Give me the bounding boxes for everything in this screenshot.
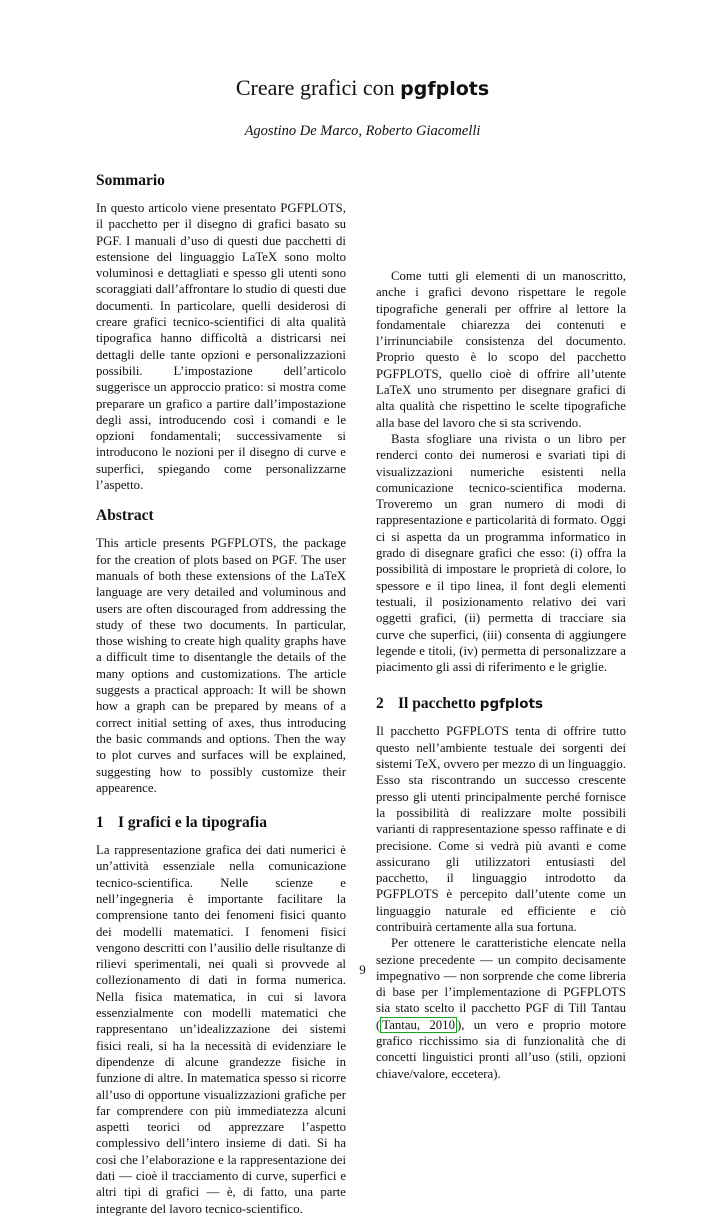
abstract-heading: Abstract bbox=[96, 507, 154, 525]
section-2-number: 2 bbox=[376, 695, 384, 713]
page-number: 9 bbox=[359, 962, 366, 977]
section-1-paragraph-3: Basta sfogliare una rivista o un libro per renderci conto dei numerosi e svariati tipi di visualizzazioni numeriche esistenti nella comunicazione tecnico-scientifica moderna. Troveremo un gran numero di modi di rappresentazione e particolarità di formato. Oggi ci si aspetta da un programma informatico in grado di disegnare grafici che esso: (i) offra la possibilità di impostare le proprietà di colore, lo spessore e il tipo linea, il font degli elementi testuali, il posizionamento relativo dei vari oggetti grafici, (ii) permetta di tracciare sia curve che superfici, (iii) consenta di aggiungere legende e titoli, (iv) permetta di personalizzare a piacimento gli assi di riferimento e le griglie. bbox=[376, 431, 626, 675]
title-text: Creare grafici con bbox=[235, 75, 395, 100]
section-2-p2-before-cite: Per ottenere le caratteristiche elencate nella sezione precedente — un compito decisamente impegnativo — non sorprende che come libreria di base per l’implementazione di PGFPLOTS sia stato scelto il pacchetto PGF di Till Tantau ( bbox=[376, 936, 626, 1032]
section-2-title: Il pacchetto bbox=[398, 695, 476, 713]
left-column bbox=[96, 172, 346, 1216]
right-column bbox=[376, 172, 626, 1082]
abstract-text: This article presents PGFPLOTS, the package for the creation of plots based on PGF. The user manuals of both these extensions of the LaTeX language are very detailed and voluminous and users are often discouraged from addressing the study of these two documents. In particular, those wishing to create high quality graphs have a difficult time to disentangle the details of the many options and customizations. The article suggests a practical approach: It will be shown how a graph can be prepared by means of a correct initial setting of axes, thus introducing the basic commands and options. Then the way to plot curves and surfaces will be explained, suggesting how to possibly customize their appearence. bbox=[96, 536, 346, 795]
section-2-heading bbox=[376, 695, 626, 713]
citation-link-tantau-2010[interactable]: Tantau, 2010 bbox=[382, 1017, 455, 1032]
section-2-paragraph-2 bbox=[376, 935, 626, 1082]
section-1-paragraph-2: Come tutti gli elementi di un manoscritto, anche i grafici devono rispettare le regole tipografiche generali per offrire al lettore la fondamentale chiarezza dei contenuti e l’irrinunciabile consistenza del documento. Proprio questo è lo scopo del pacchetto PGFPLOTS, quello cioè di offrire all’utente LaTeX uno strumento per disegnare grafici di alta qualità che rispettino le scelte tipografiche alla base del lavoro che si sta scrivendo. bbox=[376, 269, 626, 430]
article-title bbox=[0, 75, 725, 101]
section-2-package-name: pgfplots bbox=[479, 696, 544, 713]
sommario-text: In questo articolo viene presentato PGFPLOTS, il pacchetto per il disegno di grafici basato su PGF. I manuali d’uso di questi due pacchetti di estensione del linguaggio LaTeX sono molto voluminosi e dettagliati e spesso gli utenti sono scoraggiati dall’affrontare lo studio di questi due documenti. In particolare, quelli desiderosi di creare grafici tecnico-scientifici di alta qualità tipografica hanno difficoltà a districarsi nei dettagli delle tante opzioni e personalizzazioni possibili. L’impostazione dell’articolo suggerisce un approccio pratico: si mostra come preparare un grafico a partire dall’impostazione degli assi, introducendo così i comandi e le opzioni fondamentali; successivamente si introducono le nozioni per il disegno di curve e superfici, spiegando come personalizzarne l’aspetto. bbox=[96, 201, 346, 493]
section-2 bbox=[376, 695, 626, 1082]
section-1-number: 1 bbox=[96, 814, 104, 832]
section-1 bbox=[96, 814, 346, 1216]
authors: Agostino De Marco, Roberto Giacomelli bbox=[244, 123, 481, 139]
section-2-p2-after-cite: ), un vero e proprio motore grafico ricchissimo sia di funzionalità che di concetti linguistici pronti all’uso (stili, opzioni chiave/valore, eccetera). bbox=[376, 1017, 626, 1081]
section-1-paragraph-1: La rappresentazione grafica dei dati numerici è un’attività essenziale nella comunicazione tecnico-scientifica. Nelle scienze e nell’ingegneria è importante facilitare la comprensione tanto dei fenomeni fisici quanto dei modelli matematici. I fenomeni fisici vengono descritti con l’ausilio delle risultanze di rilievi sperimentali, nei quali si provvede al collezionamento di dati in forma numerica. Nella fisica matematica, in cui si lavora essenzialmente con modelli matematici che rappresentano un’idealizzazione dei sistemi fisici reali, si ha la necessità di evidenziare le dipendenze di alcune grandezze fisiche in funzione di altre. In matematica spesso si ricorre all’uso di opportune visualizzazioni grafiche per far comprendere con più immediatezza alcuni aspetti teorici od apprezzare l’aspetto complessivo dell’intero insieme di dati. Si ha così che l’elaborazione e la rappresentazione dei dati — cioè il tracciamento di curve, superfici e altri tipi di grafici — è, di fatto, una parte integrante del lavoro tecnico-scientifico. bbox=[96, 843, 346, 1216]
sommario-section bbox=[96, 172, 346, 493]
sommario-heading: Sommario bbox=[96, 172, 165, 189]
title-package-name: pgfplots bbox=[400, 78, 490, 100]
section-1-heading bbox=[96, 814, 346, 832]
section-1-title: I grafici e la tipografia bbox=[118, 814, 267, 832]
section-2-paragraph-1: Il pacchetto PGFPLOTS tenta di offrire tutto questo nell’ambiente testuale dei sorgenti dei sistemi TeX, ovvero per mezzo di un linguaggio. Esso sta riscontrando un successo crescente presso gli utenti principalmente perché fornisce la possibilità di realizzare molte possibili varianti di rappresentazione spesso raffinate e di precisione. Come si vedrà più avanti e come assicurano gli utilizzatori entusiasti del pacchetto, il linguaggio introdotto da PGFPLOTS è percepito dall’utente come un linguaggio naturale ed efficiente e ciò contribuirà certamente alla sua fortuna. bbox=[376, 724, 626, 934]
abstract-section bbox=[96, 507, 346, 796]
